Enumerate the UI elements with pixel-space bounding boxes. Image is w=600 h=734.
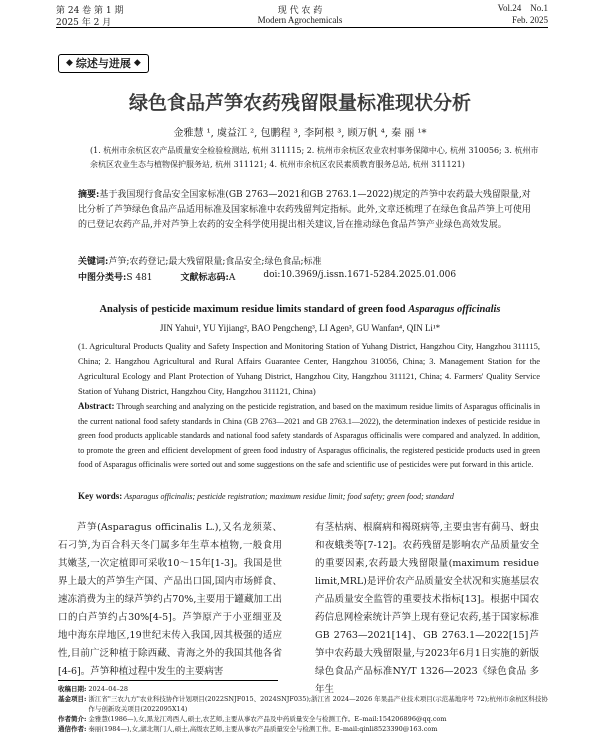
doi: doi:10.3969/j.issn.1671-5284.2025.01.006 (263, 270, 457, 280)
footnote-received: 收稿日期: 2024–04–28 (58, 685, 128, 693)
keywords-cn-label: 关键词: (78, 257, 109, 267)
abstract-en-text: Through searching and analyzing on the pesticide registration, and based on the maximum residue limits of Asparagus officinalis in the current national food safety standards in China (GB 2763—2021 and GB 2763.1—2022), the determination indexes of pesticide residue in green food products applicable standards and national food safety standards of Asparagus officinalis were compared and analyzed. In addition, to promote the green and efficient development of green food industry of Asparagus officinalis, the registered pesticide products used in green food of Asparagus officinalis were sorted out and some suggestions on the safe and scientific use of pesticides were put forward in this article. (78, 402, 540, 469)
article-title-cn: 绿色食品芦笋农药残留限量标准现状分析 (128, 92, 471, 114)
footnote-corresponding-author: 通信作者: 秦丽(1984—),女,湖北荆门人,硕士,高级农艺师,主要从事农产品质量安全与检测工作。E–mail:qinli8523390@163.com (58, 725, 438, 733)
document-code: 文献标志码:A (180, 273, 236, 283)
date-cn: 2025 年 2 月 (56, 18, 112, 28)
title-en-species: Asparagus officinalis (408, 304, 501, 315)
journal-name-en: Modern Agrochemicals (257, 15, 343, 25)
authors-en: JIN Yahui¹, YU Yijiang², BAO Pengcheng³, LI Agen³, GU Wanfan⁴, QIN Li¹* (159, 323, 441, 333)
abstract-en (78, 399, 540, 473)
keywords-cn (78, 254, 538, 267)
keywords-en-label: Key words: (78, 491, 123, 501)
running-header (0, 0, 600, 30)
article-title-en (0, 304, 600, 315)
body-column-left: 芦笋(Asparagus officinalis L.),又名龙须菜、石刁笋,为百合科天冬门属多年生草本植物,一般食用其嫩茎,一次定植即可采收10～15年[1-3]。我国是世界上最大的芦笋生产国、产品出口国,国内市场鲜食、速冻消费为主的绿芦笋约占70%,主要用于罐藏加工出口的白芦笋约占30%[4-5]。芦笋原产于小亚细亚及地中海东岸地区,19世纪末传入我国,因其极强的适应性,目前广泛种植于除西藏、青海之外的我国其他各省[4-6]。芦笋种植过程中发生的主要病害 (58, 522, 282, 677)
section-tag-label: 综述与进展 (75, 57, 131, 70)
footnote-rule (58, 680, 278, 681)
abstract-cn (78, 188, 538, 233)
abstract-cn-label: 摘要: (78, 190, 100, 200)
affiliations-cn: (1. 杭州市余杭区农产品质量安全检验检测站, 杭州 311115; 2. 杭州市余杭区农业农村事务保障中心, 杭州 310056; 3. 杭州市余杭区农业生态与植物保护服务站, 杭州 311121; 4. 杭州市余杭区农民素质教育服务总站, 杭州 311121) (90, 146, 539, 169)
title-en-main: Analysis of pesticide maximum residue limits standard of green food (99, 304, 406, 315)
keywords-cn-text: 芦笋;农药登记;最大残留限量;食品安全;绿色食品;标准 (108, 257, 322, 267)
affiliations-en: (1. Agricultural Products Quality and Safety Inspection and Monitoring Station of Yuhang District, Hangzhou City, Hangzhou 311115, China; 2. Hangzhou Agricultural and Rural Affairs Guarantee Center, Hangzhou 310056, China; 3. Management Station for the Agricultural Ecology and Plant Protection of Yuhang District, Hangzhou City, Hangzhou 311121, China; 4. Farmers' Quality Service Station of Yuhang District, Hangzhou City, Hangzhou 311121, China) (78, 341, 540, 396)
footnotes (58, 684, 548, 734)
abstract-cn-text: 基于我国现行食品安全国家标准(GB 2763—2021和GB 2763.1—2022)规定的芦笋中农药最大残留限量,对比分析了芦笋绿色食品产品适用标准及国家标准中农药残留判定指标。此外,文章还梳理了在绿色食品芦笋上可使用的已登记农药产品,并对芦笋上农药的安全科学使用提出相关建议,旨在推动绿色食品芦笋产业绿色高效发展。 (78, 190, 531, 230)
abstract-en-label: Abstract: (78, 401, 115, 411)
diamond-icon: ◆ (133, 58, 141, 68)
header-rule (56, 27, 548, 28)
footnote-funding: 基金项目: 浙江省"三农九方"农业科技协作计划项目(2022SNJF015、2024SNJF035);浙江省 2024—2026 年果品产业技术项目(示范基地序号 72);杭州市余杭区科技协作与创新攻关项目(2022095X14) (58, 695, 548, 713)
journal-name-cn: 现 代 农 药 (277, 6, 323, 16)
classification-row (78, 270, 456, 283)
footnote-author-bio: 作者简介: 金雅慧(1986—),女,黑龙江鸡西人,硕士,农艺师,主要从事农产品及中药质量安全与检测工作。E–mail:154206896@qq.com (58, 715, 447, 723)
section-tag (58, 54, 149, 73)
diamond-icon: ◆ (66, 58, 73, 68)
clc-number: 中图分类号:S 481 (78, 273, 153, 283)
volume-cn: 第 24 卷 第 1 期 (56, 6, 124, 16)
keywords-en-text: Asparagus officinalis; pesticide registration; maximum residue limit; food safety; green food; standard (124, 492, 454, 501)
volume-en: Vol.24 No.1 (497, 3, 548, 13)
date-en: Feb. 2025 (512, 15, 548, 25)
authors-cn: 金雅慧 ¹, 虞益江 ², 包鹏程 ³, 李阿根 ³, 顾万帆 ⁴, 秦 丽 ¹* (173, 128, 427, 139)
keywords-en (78, 491, 540, 501)
body-column-right: 有茎枯病、根腐病和褐斑病等,主要虫害有蓟马、蚜虫和夜蛾类等[7-12]。农药残留是影响农产品质量安全的重要因素,农药最大残留限量(maximum residue limit,MRL)是评价农产品质量安全状况和实施基层农产品质量安全监管的重要技术指标[13]。根据中国农药信息网检索统计芦笋上现有登记农药,基于国家标准GB 2763—2021[14]、GB 2763.1—2022[15]芦笋中农药最大残留限量,与2023年6月1日实施的新版绿色食品产品标准NY/T 1326—2023《绿色食品 多年生 (315, 522, 539, 695)
